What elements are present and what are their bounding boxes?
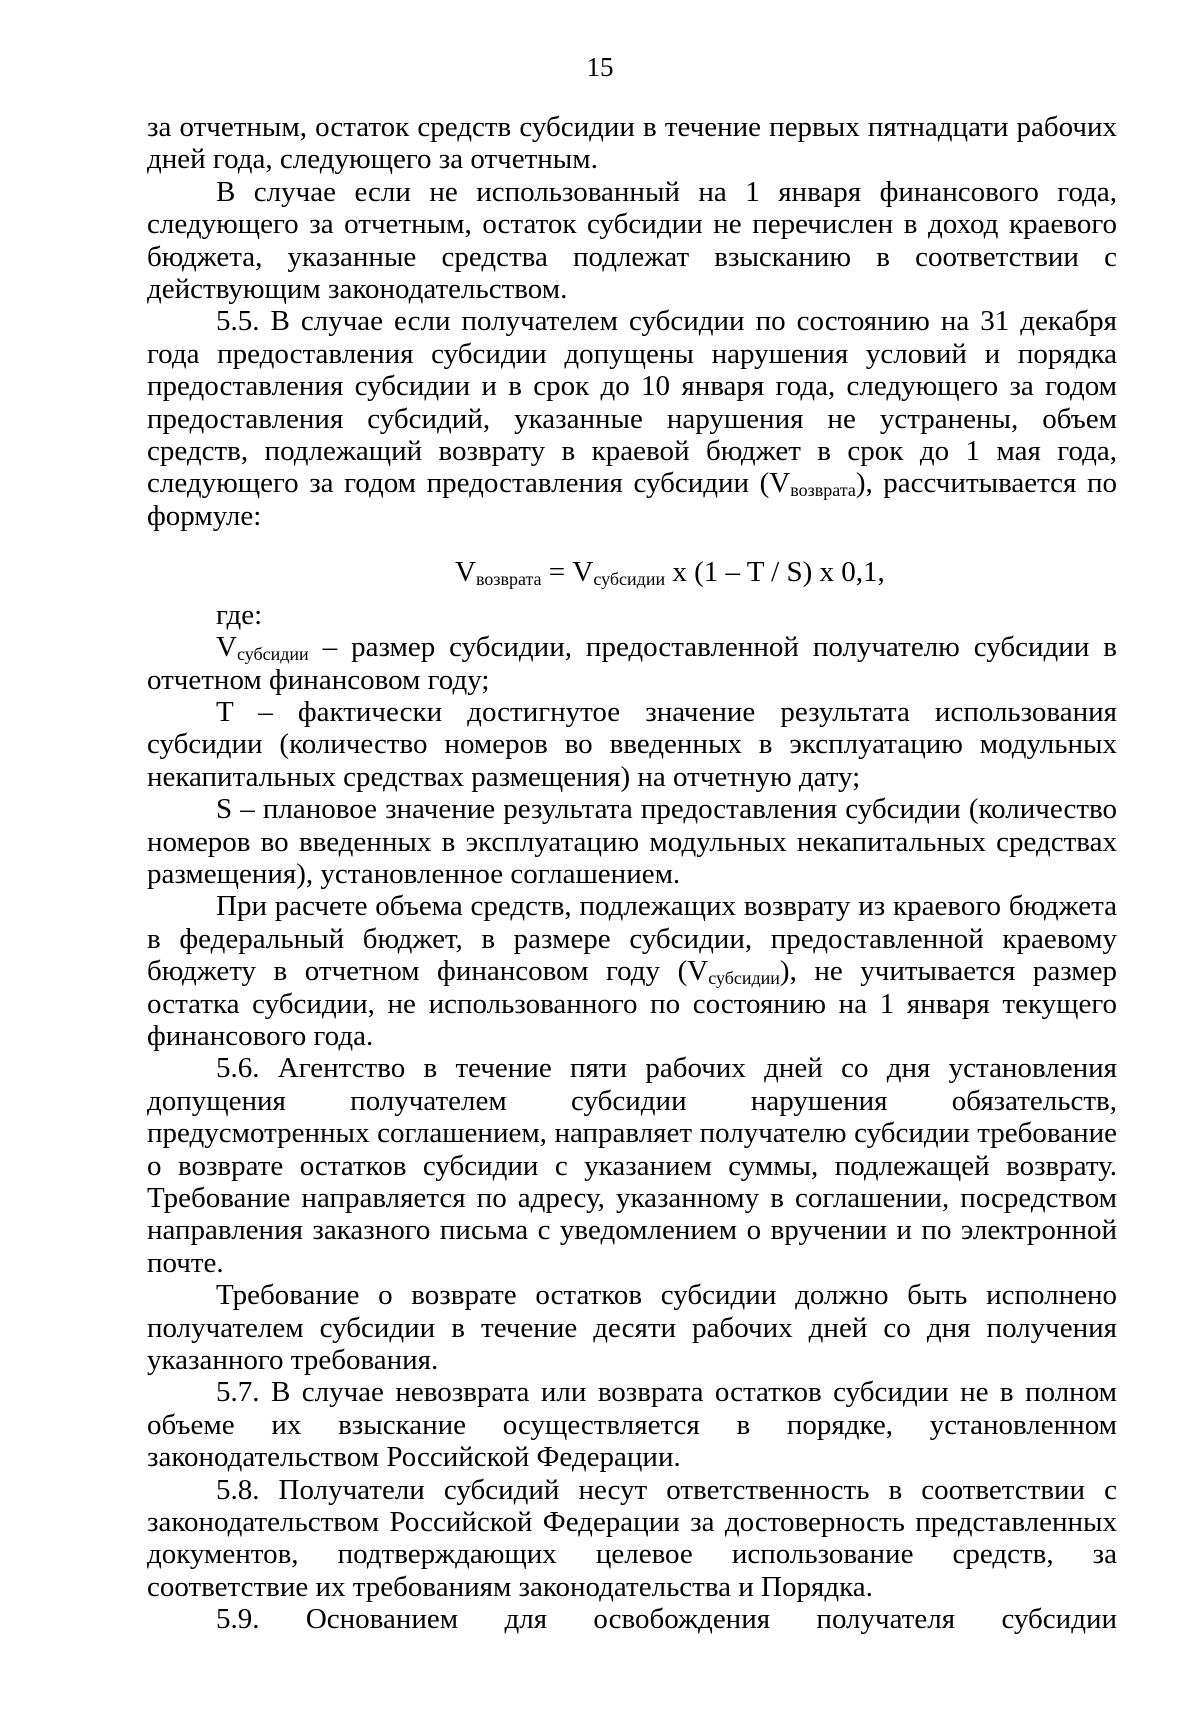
formula-sub-subsidy: субсидии	[593, 569, 666, 590]
paragraph-unused-balance: В случае если не использованный на 1 января финансового года, следующего за отчетным, остаток субсидии не перечислен в доход краевого бюджета, указанные средства подлежат взысканию в соответствии с действующим законодательством.	[147, 175, 1117, 306]
paragraph-5-5-tail: ), рассчитывается по формуле:	[147, 467, 1118, 532]
definition-v-sub: субсидии	[236, 644, 309, 665]
paragraph-calculation-text: При расчете объема средств, подлежащих возврату из краевого бюджета в федеральный бюджет, в размере субсидии, предоставленной краевому бюджету в отчетном финансовом году (V	[147, 890, 1117, 988]
paragraph-5-6-requirement: Требование о возврате остатков субсидии должно быть исполнено получателем субсидии в течение десяти рабочих дней со дня получения указанного требования.	[147, 1279, 1117, 1377]
subscript-return: возврата	[790, 480, 856, 501]
page-number: 15	[586, 52, 614, 82]
definition-t: T – фактически достигнутое значение результата использования субсидии (количество номеров во введенных в эксплуатацию модульных некапитальных средствах размещения) на отчетную дату;	[147, 695, 1117, 793]
definition-v-subsidy	[147, 631, 1117, 696]
paragraph-5-7: 5.7. В случае невозврата или возврата остатков субсидии не в полном объеме их взыскание осуществляется в порядке, установленном законодательством Российской Федерации.	[147, 1376, 1117, 1474]
paragraph-5-6: 5.6. Агентство в течение пяти рабочих дней со дня установления допущения получателем субсидии нарушения обязательств, предусмотренных соглашением, направляет получателю субсидии требование о возврате остатков субсидии с указанием суммы, подлежащей возврату. Требование направляется по адресу, указанному в соглашении, посредством направления заказного письма с уведомлением о вручении и по электронной почте.	[147, 1052, 1117, 1279]
formula	[147, 556, 1117, 588]
definition-s: S – плановое значение результата предоставления субсидии (количество номеров во введенных в эксплуатацию модульных некапитальных средствах размещения), установленное соглашением.	[147, 793, 1117, 890]
paragraph-5-5-text: 5.5. В случае если получателем субсидии по состоянию на 31 декабря года предоставления субсидии допущены нарушения условий и порядка предоставления субсидии и в срок до 10 января года, следующего за годом предоставления субсидий, указанные нарушения не устранены, объем средств, подлежащий возврату в краевой бюджет в срок до 1 мая года, следующего за годом предоставления субсидии (V	[147, 305, 1117, 500]
formula-rest: x (1 – T / S) x 0,1,	[665, 556, 885, 589]
paragraph-calculation	[147, 890, 1117, 1052]
formula-v: V	[455, 556, 476, 589]
paragraph-5-8: 5.8. Получатели субсидий несут ответственность в соответствии с законодательством Российской Федерации за достоверность представленных документов, подтверждающих целевое использование средств, за соответствие их требованиям законодательства и Порядка.	[147, 1473, 1117, 1603]
paragraph-5-9: 5.9. Основанием для освобождения получателя субсидии	[216, 1603, 1117, 1636]
paragraph-calculation-tail: ), не учитывается размер остатка субсидии, не использованного по состоянию на 1 января текущего финансового года.	[147, 955, 1117, 1052]
definition-v-text: – размер субсидии, предоставленной получателю субсидии в отчетном финансовом году;	[147, 631, 1117, 696]
where-label: где:	[216, 598, 263, 631]
definition-v: V	[216, 631, 237, 664]
paragraph-continuation: за отчетным, остаток средств субсидии в течение первых пятнадцати рабочих дней года, следующего за отчетным.	[147, 111, 1117, 176]
paragraph-5-5	[147, 305, 1117, 532]
formula-sub-return: возврата	[475, 569, 542, 590]
paragraph-calculation-sub: субсидии	[708, 968, 780, 989]
document-body	[147, 111, 1117, 1636]
formula-eq: = V	[541, 556, 594, 589]
